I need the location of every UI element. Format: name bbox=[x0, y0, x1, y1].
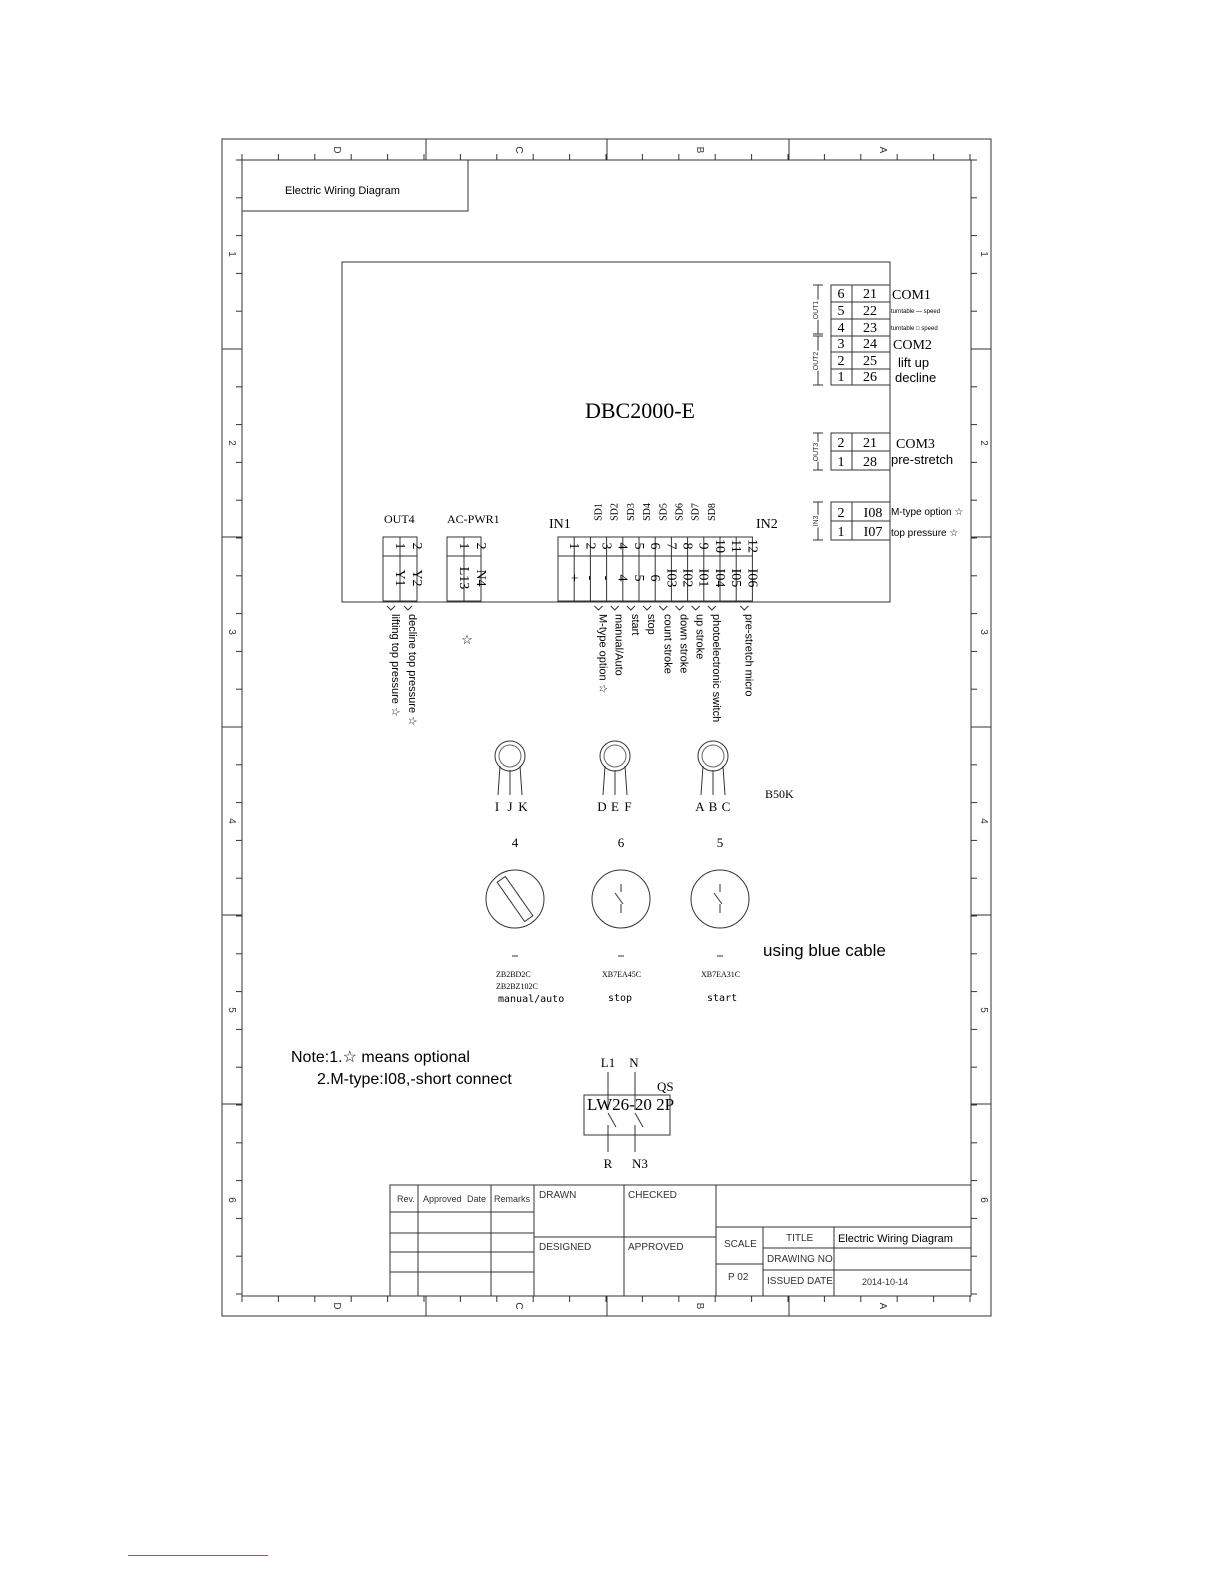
out4-wire-arrows bbox=[387, 606, 412, 610]
in1-term: 6 bbox=[647, 574, 663, 582]
in3-label: IN3 bbox=[813, 515, 820, 527]
in1-term: I01 bbox=[695, 568, 711, 588]
breaker-r: R bbox=[603, 1156, 613, 1171]
border-letter-top-a: A bbox=[877, 146, 888, 154]
border-number-right-2: 2 bbox=[978, 440, 989, 446]
switch-icon bbox=[486, 870, 544, 928]
selector-switches bbox=[486, 835, 749, 1005]
breaker-n3: N3 bbox=[632, 1156, 648, 1171]
border-number-left-6: 6 bbox=[226, 1197, 237, 1203]
in1-pin-1: 1 bbox=[566, 542, 582, 550]
out3-term: 21 bbox=[863, 436, 877, 451]
in1-sd-labels bbox=[594, 503, 718, 521]
out2-pin: 3 bbox=[837, 337, 845, 352]
out2-term: 26 bbox=[863, 370, 877, 385]
in2-label: IN2 bbox=[756, 517, 778, 532]
out1-term: 22 bbox=[863, 304, 877, 319]
pot-pin-A: A bbox=[695, 799, 705, 814]
out3-pin: 2 bbox=[837, 436, 845, 451]
note-line-2: 2.M-type:I08,-short connect bbox=[317, 1071, 512, 1088]
in1-pin-10: 10 bbox=[711, 539, 727, 553]
sd-label-8: SD8 bbox=[706, 503, 718, 521]
switch-function: stop bbox=[608, 993, 633, 1004]
out1-term: 23 bbox=[863, 321, 877, 336]
in1-pin-4: 4 bbox=[614, 542, 630, 550]
wire-arrow bbox=[627, 606, 635, 610]
in3-term: I07 bbox=[863, 525, 883, 540]
in3-pin: 1 bbox=[837, 525, 845, 540]
note-line-1: Note:1.☆ means optional bbox=[291, 1049, 470, 1066]
in3-term: I08 bbox=[863, 506, 883, 521]
out4-term-y1: Y1 bbox=[392, 569, 407, 587]
breaker-model: LW26-20 2P bbox=[587, 1095, 675, 1114]
potentiometer-leg bbox=[701, 766, 703, 795]
switch-contact bbox=[714, 893, 722, 904]
out4-label: OUT4 bbox=[384, 512, 415, 526]
in1-term: I04 bbox=[711, 568, 727, 588]
out2-desc-com2: COM2 bbox=[893, 338, 932, 353]
out2-desc-decline: decline bbox=[895, 370, 937, 385]
border-number-right-4: 4 bbox=[978, 818, 989, 824]
out1-out2-descriptions bbox=[891, 288, 940, 385]
out1-pin: 4 bbox=[837, 321, 845, 336]
sd-label-2: SD2 bbox=[609, 503, 621, 521]
sd-label-4: SD4 bbox=[642, 503, 654, 521]
in1-pin-3: 3 bbox=[598, 542, 614, 550]
switch-contact bbox=[615, 893, 623, 904]
pot-type-label: B50K bbox=[765, 787, 794, 801]
out3-desc-com3: COM3 bbox=[896, 437, 935, 452]
controller-name: DBC2000-E bbox=[585, 398, 695, 423]
out1-desc-speed-a: turntable — speed bbox=[891, 309, 941, 315]
border-number-right-5: 5 bbox=[978, 1007, 989, 1013]
in3-pins bbox=[838, 506, 883, 540]
out2-pin: 1 bbox=[837, 370, 845, 385]
switch-function: manual/auto bbox=[498, 994, 565, 1005]
wire-arrow bbox=[740, 606, 748, 610]
in1-pin-6: 6 bbox=[647, 542, 663, 550]
controller-box bbox=[342, 262, 890, 602]
out3-term: 28 bbox=[863, 455, 877, 470]
border-number-right-6: 6 bbox=[978, 1197, 989, 1203]
tb-issued-date: ISSUED DATE bbox=[767, 1276, 833, 1287]
in3-desc-top-pressure: top pressure ☆ bbox=[891, 528, 959, 539]
footer-rule bbox=[128, 1555, 268, 1556]
out4-term-y2: Y2 bbox=[409, 569, 424, 587]
switch-model: XB7EA45C bbox=[602, 970, 642, 979]
in1-term: + bbox=[566, 574, 582, 582]
switch-model: ZB2BZ102C bbox=[496, 982, 538, 991]
tb-issued-value: 2014-10-14 bbox=[862, 1277, 909, 1287]
sd-label-5: SD5 bbox=[658, 503, 670, 521]
border-number-left-3: 3 bbox=[226, 629, 237, 635]
in1-term: I06 bbox=[744, 568, 760, 588]
potentiometer-leg bbox=[603, 766, 605, 795]
sd-label-7: SD7 bbox=[690, 503, 702, 521]
out3-label: OUT3 bbox=[813, 442, 820, 462]
in1-wire-label: manual/Auto bbox=[612, 614, 625, 676]
wire-arrow bbox=[643, 606, 651, 610]
border-letter-bottom-c: C bbox=[513, 1302, 524, 1310]
in1-wire-label: photoelectronic switch bbox=[709, 614, 722, 723]
top-title-text: Electric Wiring Diagram bbox=[285, 185, 400, 197]
switch-icon bbox=[691, 870, 749, 928]
out1-pin: 6 bbox=[837, 287, 845, 302]
breaker-n: N bbox=[629, 1055, 639, 1070]
acpwr1-pin-2: 2 bbox=[473, 542, 488, 550]
top-title-box bbox=[242, 160, 468, 211]
potentiometer-dial bbox=[604, 745, 626, 767]
in1-label: IN1 bbox=[549, 517, 571, 532]
in1-terminal-block bbox=[558, 537, 759, 601]
in1-pin-2: 2 bbox=[582, 542, 598, 550]
in1-pin-11: 11 bbox=[728, 539, 744, 553]
out3-terminal-block bbox=[813, 433, 890, 470]
out2-desc-lift-up: lift up bbox=[898, 355, 930, 370]
in1-wire-label: M-type option ☆ bbox=[596, 614, 609, 694]
in1-term: I02 bbox=[679, 568, 695, 588]
in1-term: 4 bbox=[614, 574, 630, 582]
switch-number: 6 bbox=[617, 835, 625, 850]
tb-title-value: Electric Wiring Diagram bbox=[838, 1233, 953, 1245]
border-letter-top-c: C bbox=[513, 146, 524, 154]
switch-function: start bbox=[707, 993, 738, 1004]
breaker-qs: QS bbox=[657, 1079, 674, 1094]
acpwr1-label: AC-PWR1 bbox=[447, 512, 500, 526]
out1-label: OUT1 bbox=[813, 300, 820, 320]
in1-pin-9: 9 bbox=[695, 542, 711, 550]
pot-pin-C: C bbox=[721, 799, 731, 814]
out4-pin-2: 2 bbox=[409, 542, 424, 550]
in1-pin-7: 7 bbox=[663, 542, 679, 550]
out2-pin: 2 bbox=[837, 354, 845, 369]
switch-number: 5 bbox=[716, 835, 724, 850]
border-letter-top-b: B bbox=[694, 146, 705, 154]
border-number-left-1: 1 bbox=[226, 251, 237, 257]
wire-arrow bbox=[692, 606, 700, 610]
in1-pin-5: 5 bbox=[630, 542, 646, 550]
in1-term: - bbox=[598, 575, 614, 581]
out2-term: 24 bbox=[863, 337, 877, 352]
tb-designed: DESIGNED bbox=[539, 1242, 592, 1253]
switch-model: ZB2BD2C bbox=[496, 970, 531, 979]
tb-checked: CHECKED bbox=[628, 1190, 677, 1201]
wire-arrow bbox=[595, 606, 603, 610]
potentiometer-leg bbox=[498, 766, 500, 795]
border-number-left-5: 5 bbox=[226, 1007, 237, 1013]
out2-term: 25 bbox=[863, 354, 877, 369]
in3-pin: 2 bbox=[837, 506, 845, 521]
potentiometer-dial bbox=[702, 745, 724, 767]
in1-wire-label: down stroke bbox=[677, 614, 690, 674]
potentiometer-dial bbox=[499, 745, 521, 767]
border-letter-bottom-a: A bbox=[877, 1302, 888, 1310]
out4-pin-1: 1 bbox=[392, 542, 407, 550]
pot-pin-F: F bbox=[624, 799, 632, 814]
border-number-right-3: 3 bbox=[978, 629, 989, 635]
tb-rev: Rev. bbox=[397, 1194, 415, 1204]
potentiometer-leg bbox=[625, 766, 627, 795]
tb-drawn: DRAWN bbox=[539, 1190, 577, 1201]
tb-drawing-no: DRAWING NO. bbox=[767, 1254, 836, 1265]
in1-wires bbox=[595, 606, 755, 722]
sd-label-3: SD3 bbox=[625, 503, 637, 521]
out1-desc-com1: COM1 bbox=[892, 288, 931, 303]
pot-pin-K: K bbox=[518, 799, 528, 814]
pot-pin-J: J bbox=[507, 799, 513, 814]
in1-pin-8: 8 bbox=[679, 542, 695, 550]
out1-desc-speed-b: turntable □ speed bbox=[891, 326, 938, 332]
pot-pin-E: E bbox=[611, 799, 619, 814]
switch-icon bbox=[592, 870, 650, 928]
in3-desc-mtype: M-type option ☆ bbox=[891, 507, 964, 518]
out3-pins bbox=[838, 436, 878, 470]
out4-wire-lifting: lifting top pressure ☆ bbox=[389, 614, 401, 717]
acpwr1-term-l13: L13 bbox=[456, 566, 471, 590]
pot-pin-I: I bbox=[494, 799, 500, 814]
in1-wire-label: start bbox=[628, 614, 641, 636]
in1-wire-label: stop bbox=[645, 614, 658, 635]
potentiometer-leg bbox=[723, 766, 725, 795]
potentiometer-leg bbox=[520, 766, 522, 795]
out1-out2-terminal-block bbox=[813, 285, 890, 385]
tb-remarks: Remarks bbox=[494, 1194, 531, 1204]
tb-approved: Approved bbox=[423, 1194, 462, 1204]
selector-knob bbox=[497, 876, 533, 921]
border-letter-bottom-d: D bbox=[331, 1302, 342, 1310]
switch-model: XB7EA31C bbox=[701, 970, 741, 979]
border-letter-bottom-b: B bbox=[694, 1302, 705, 1310]
sd-label-1: SD1 bbox=[593, 503, 605, 521]
wire-arrow bbox=[611, 606, 619, 610]
tb-scale: SCALE bbox=[724, 1239, 757, 1250]
in1-term: I05 bbox=[728, 568, 744, 588]
tb-date: Date bbox=[467, 1194, 487, 1204]
tb-page: P 02 bbox=[728, 1272, 749, 1283]
acpwr1-pin-1: 1 bbox=[456, 542, 471, 550]
tb-approved2: APPROVED bbox=[628, 1242, 684, 1253]
acpwr1-term-n4: N4 bbox=[473, 569, 488, 587]
border-letter-top-d: D bbox=[331, 146, 342, 154]
out3-pin: 1 bbox=[837, 455, 845, 470]
in1-term: 5 bbox=[630, 574, 646, 582]
in1-wire-label: up stroke bbox=[693, 614, 706, 660]
border-number-left-2: 2 bbox=[226, 440, 237, 446]
border-number-left-4: 4 bbox=[226, 818, 237, 824]
wire-arrow bbox=[708, 606, 716, 610]
breaker-l1: L1 bbox=[600, 1055, 616, 1070]
in1-wire-label: count stroke bbox=[661, 614, 674, 674]
pot-pin-B: B bbox=[708, 799, 718, 814]
potentiometers bbox=[495, 741, 731, 814]
wire-arrow bbox=[659, 606, 667, 610]
border-number-right-1: 1 bbox=[978, 251, 989, 257]
tb-title-label: TITLE bbox=[786, 1233, 814, 1244]
pot-pin-D: D bbox=[597, 799, 607, 814]
in1-term: - bbox=[582, 575, 598, 581]
in1-term: I03 bbox=[663, 568, 679, 588]
out4-wire-decline: decline top pressure ☆ bbox=[406, 614, 418, 726]
cable-note: using blue cable bbox=[763, 941, 886, 960]
acpwr1-optional-star: ☆ bbox=[461, 632, 473, 647]
switch-number: 4 bbox=[511, 835, 519, 850]
out1-term: 21 bbox=[863, 287, 877, 302]
out1-pin: 5 bbox=[837, 304, 845, 319]
in1-pin-12: 12 bbox=[744, 539, 760, 553]
in1-wire-label: pre-stretch micro bbox=[742, 614, 755, 697]
sd-label-6: SD6 bbox=[674, 503, 686, 521]
out3-desc-prestretch: pre-stretch bbox=[891, 452, 954, 467]
out2-label: OUT2 bbox=[813, 351, 820, 371]
wire-arrow bbox=[676, 606, 684, 610]
